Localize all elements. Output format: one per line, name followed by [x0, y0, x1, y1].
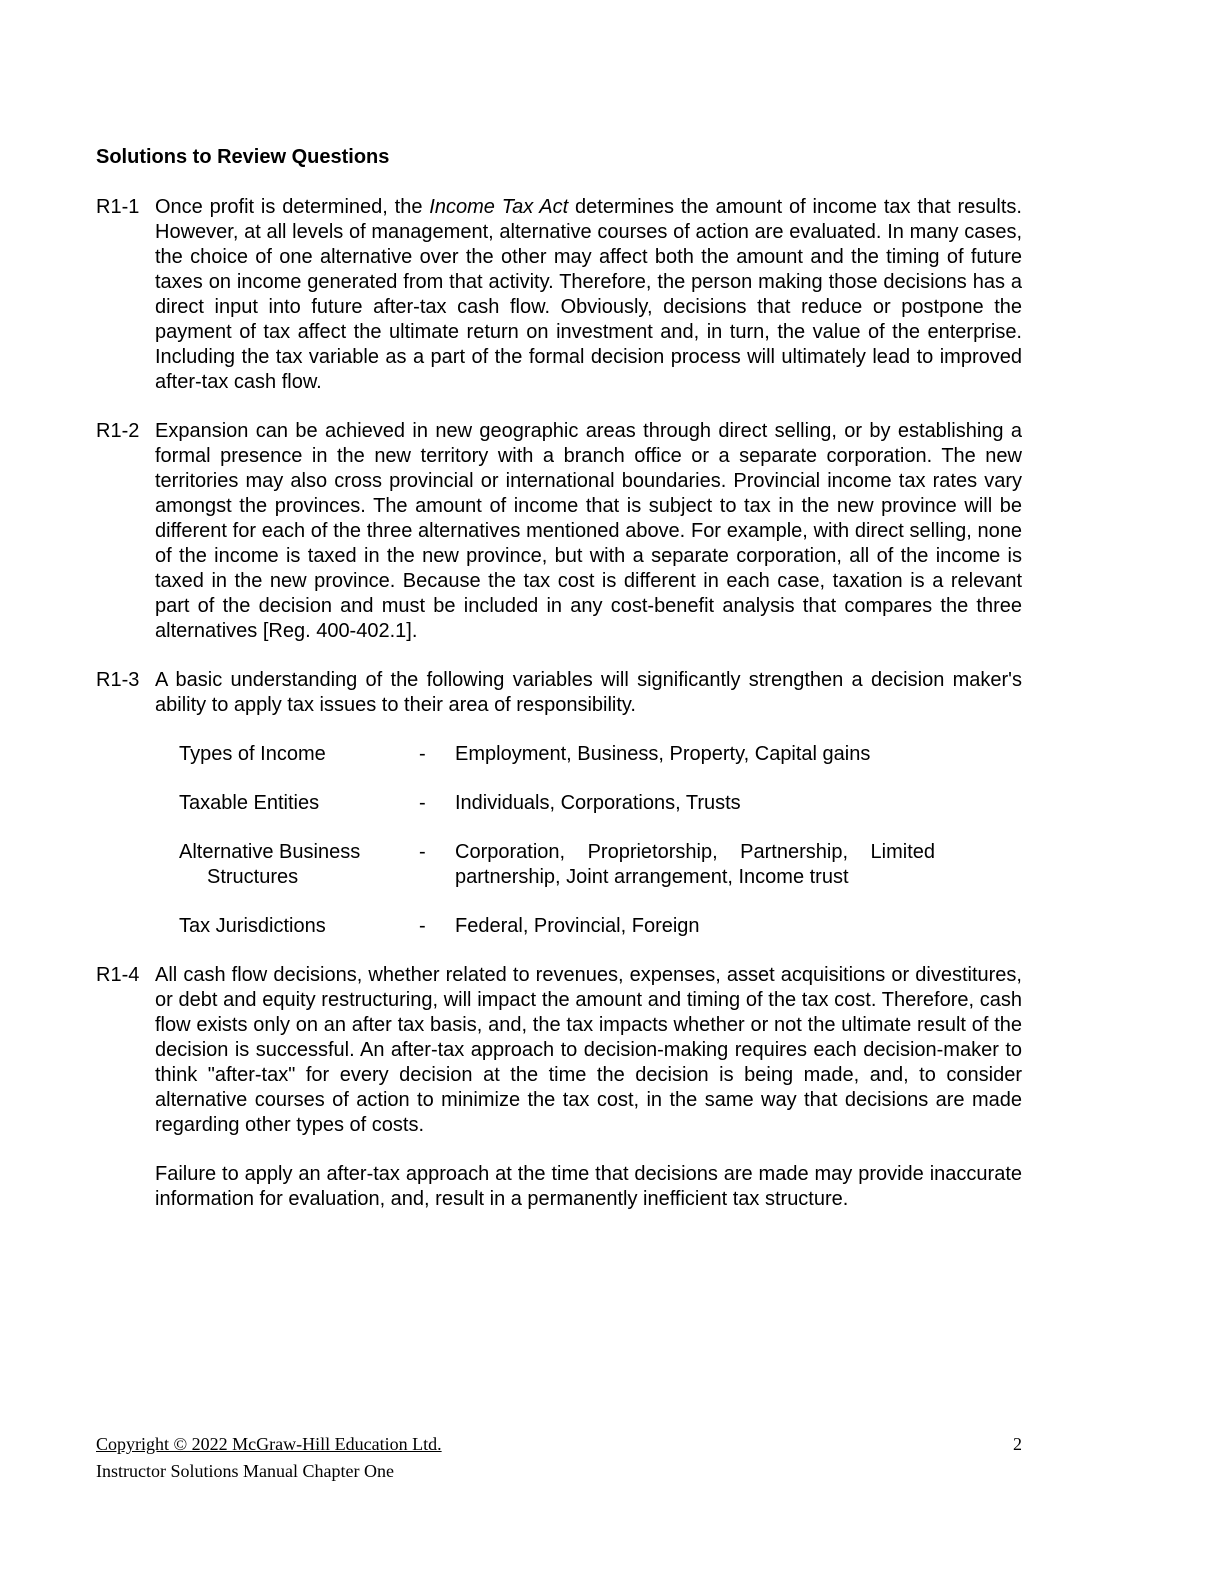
- question-number: R1-1: [96, 196, 140, 218]
- variable-row: [179, 742, 1022, 767]
- variable-row: [179, 914, 1022, 939]
- variable-name: [179, 742, 419, 767]
- variable-name: [179, 914, 419, 939]
- question-number: R1-2: [96, 420, 140, 442]
- manual-title: Instructor Solutions Manual Chapter One: [96, 1461, 394, 1481]
- variable-name: [179, 840, 419, 890]
- variable-row: [179, 840, 1022, 890]
- variable-description: Corporation, Proprietorship, Partnership, Limited partnership, Joint arrangement, Income trust: [455, 841, 935, 888]
- page-number: 2: [1013, 1434, 1022, 1454]
- variable-dash: -: [419, 915, 426, 937]
- variable-name-text: Taxable Entities: [179, 792, 320, 814]
- variable-dash: -: [419, 792, 426, 814]
- question-r1-3: [96, 668, 1022, 939]
- section-title: Solutions to Review Questions: [96, 146, 390, 168]
- answer-text: [155, 195, 1022, 395]
- question-number: R1-3: [96, 669, 140, 691]
- variable-row: [179, 791, 1022, 816]
- variable-dash: -: [419, 743, 426, 765]
- page-footer: [96, 1431, 1022, 1485]
- variables-list: [179, 742, 1022, 939]
- variable-description: Federal, Provincial, Foreign: [455, 915, 700, 937]
- variable-description: Employment, Business, Property, Capital gains: [455, 743, 871, 765]
- answer-text-rest: determines the amount of income tax that results. However, at all levels of management, alternative courses of action are evaluated. In many cases, the choice of one alternative over the other may affect both the amount and the timing of future taxes on income generated from that activity. Therefore, the person making those decisions has a direct input into future after-tax cash flow. Obviously, decisions that reduce or postpone the payment of tax affect the ultimate return on investment and, in turn, the value of the enterprise. Including the tax variable as a part of the formal decision process will ultimately lead to improved after-tax cash flow.: [155, 196, 1022, 393]
- variable-name-text: Alternative Business: [179, 841, 361, 863]
- question-number: R1-4: [96, 964, 140, 986]
- variable-name-text: Tax Jurisdictions: [179, 915, 326, 937]
- variable-name-continuation: Structures: [207, 866, 299, 888]
- question-r1-1: [96, 195, 1022, 395]
- answer-text-start: Once profit is determined, the: [155, 196, 430, 218]
- question-r1-4: [96, 963, 1022, 1212]
- variable-name-text: Types of Income: [179, 743, 326, 765]
- document-page: [96, 140, 1022, 1236]
- variable-name: [179, 791, 419, 816]
- answer-text: A basic understanding of the following variables will significantly strengthen a decision maker's ability to apply tax issues to their area of responsibility.: [155, 669, 1022, 716]
- variable-dash: -: [419, 841, 426, 863]
- answer-text: Expansion can be achieved in new geographic areas through direct selling, or by establishing a formal presence in the new territory with a branch office or a separate corporation. The new territories may also cross provincial or international boundaries. Provincial income tax rates vary amongst the provinces. The amount of income that is subject to tax in the new province will be different for each of the three alternatives mentioned above. For example, with direct selling, none of the income is taxed in the new province, but with a separate corporation, all of the income is taxed in the new province. Because the tax cost is different in each case, taxation is a relevant part of the decision and must be included in any cost-benefit analysis that compares the three alternatives [Reg. 400-402.1].: [155, 420, 1022, 642]
- copyright-notice: Copyright © 2022 McGraw-Hill Education Ltd.: [96, 1434, 442, 1454]
- answer-text: All cash flow decisions, whether related to revenues, expenses, asset acquisitions or divestitures, or debt and equity restructuring, will impact the amount and timing of the tax cost. Therefore, cash flow exists only on an after tax basis, and, the tax impacts whether or not the ultimate result of the decision is successful. An after-tax approach to decision-making requires each decision-maker to think "after-tax" for every decision at the time the decision is being made, and, to consider alternative courses of action to minimize the tax cost, in the same way that decisions are made regarding other types of costs.: [155, 964, 1022, 1136]
- act-title: Income Tax Act: [429, 196, 569, 218]
- variable-description: Individuals, Corporations, Trusts: [455, 792, 741, 814]
- question-r1-2: [96, 419, 1022, 644]
- answer-text-continued: Failure to apply an after-tax approach at the time that decisions are made may provide inaccurate information for evaluation, and, result in a permanently inefficient tax structure.: [155, 1163, 1022, 1210]
